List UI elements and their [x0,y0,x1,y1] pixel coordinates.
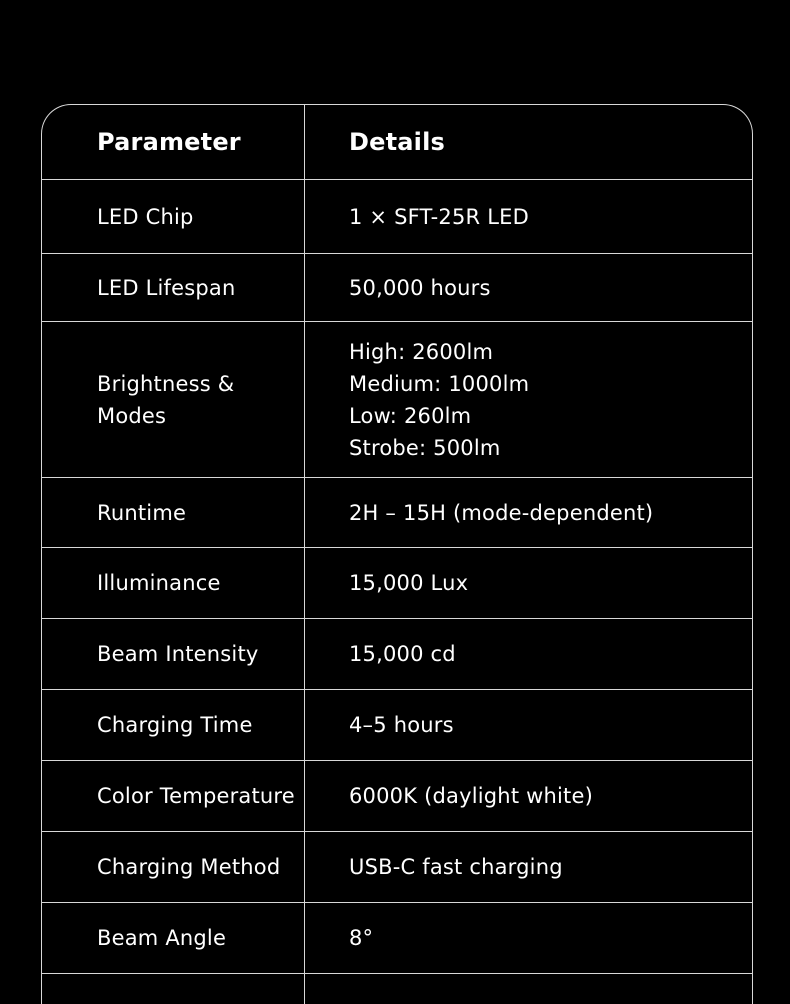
column-divider [304,690,305,760]
column-divider [304,548,305,618]
detail-line: 1 × SFT-25R LED [349,204,529,229]
row-details [349,619,744,689]
table-header-row [42,105,752,180]
table-row [42,254,752,322]
detail-line: 50,000 hours [349,275,491,300]
detail-line: 4–5 hours [349,713,454,737]
detail-line: 15,000 Lux [349,571,469,595]
row-details [349,832,744,902]
row-parameter: LED Chip [97,204,194,229]
row-details [349,322,744,477]
detail-line: Medium: 1000lm [349,371,530,396]
column-divider [304,180,305,253]
row-details [349,690,744,760]
row-details [349,180,744,253]
table-row [42,322,752,478]
row-parameter: Beam Intensity [97,642,259,666]
table-row [42,478,752,548]
detail-line: USB-C fast charging [349,855,563,879]
table-row [42,180,752,254]
table-row-partial [42,974,752,1004]
detail-line: 15,000 cd [349,642,456,666]
detail-line: 6000K (daylight white) [349,784,593,808]
row-parameter: Charging Time [97,713,253,737]
row-parameter: Color Temperature [97,784,295,808]
table-row [42,548,752,619]
detail-line: Low: 260lm [349,403,472,428]
table-row [42,690,752,761]
column-divider [304,478,305,547]
header-details: Details [349,128,446,156]
row-parameter [97,322,297,477]
spec-table [41,104,753,1004]
row-details [349,548,744,618]
column-divider [304,322,305,477]
row-details [349,903,744,973]
column-divider [304,619,305,689]
row-parameter: Illuminance [97,571,221,595]
detail-line: 2H – 15H (mode-dependent) [349,500,654,525]
row-details [349,761,744,831]
header-parameter: Parameter [97,128,241,156]
row-parameter: LED Lifespan [97,275,236,300]
column-divider [304,832,305,902]
detail-line: 8° [349,926,374,950]
table-row [42,832,752,903]
row-details [349,254,744,321]
column-divider [304,903,305,973]
table-row [42,903,752,974]
detail-line: High: 2600lm [349,339,494,364]
column-divider [304,254,305,321]
column-divider [304,761,305,831]
detail-line: Strobe: 500lm [349,435,501,460]
row-parameter: Runtime [97,500,187,525]
row-details [349,478,744,547]
row-parameter-text: Brightness & Modes [97,371,235,428]
column-divider [304,105,305,179]
row-parameter: Beam Angle [97,926,227,950]
table-row [42,761,752,832]
table-row [42,619,752,690]
row-parameter: Charging Method [97,855,281,879]
column-divider [304,974,305,1004]
